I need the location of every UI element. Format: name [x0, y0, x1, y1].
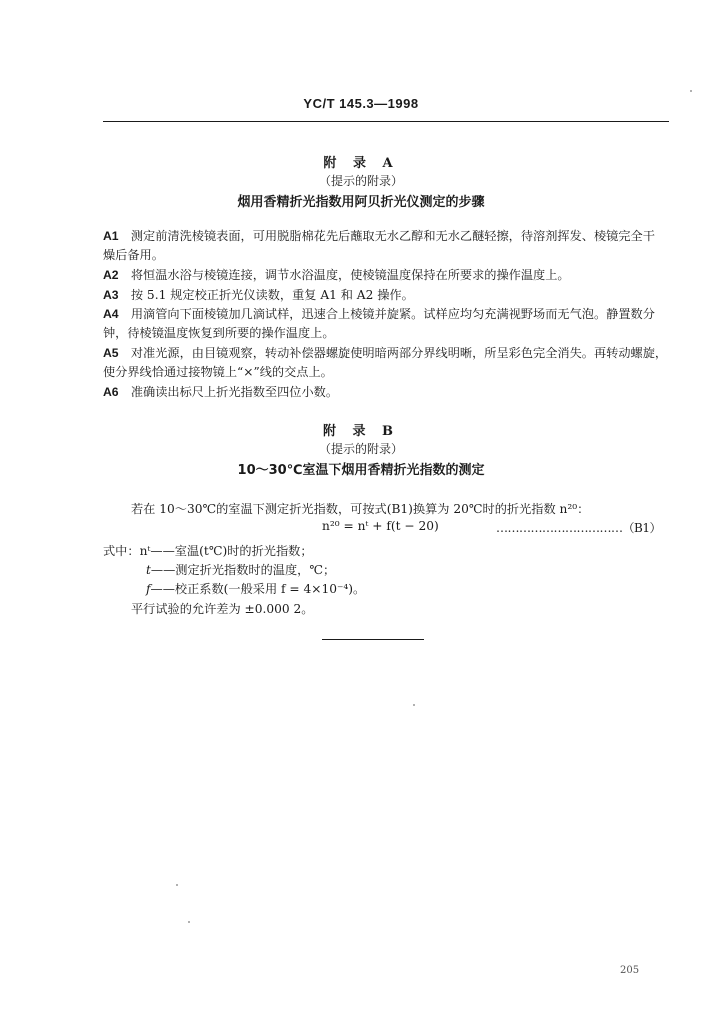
variable-symbol: t — [146, 563, 151, 577]
header-rule — [103, 121, 669, 122]
variable-desc: ——室温(t℃)时的折光指数； — [150, 544, 313, 558]
step-text: 将恒温水浴与棱镜连接，调节水浴温度，使棱镜温度保持在所要求的操作温度上。 — [130, 268, 570, 282]
step-code: A4 — [103, 307, 119, 321]
step-text: 按 5.1 规定校正折光仪读数，重复 A1 和 A2 操作。 — [130, 288, 414, 302]
variable-symbol: nᵗ — [139, 544, 151, 558]
step-text: 用滴管向下面棱镜加几滴试样，迅速合上棱镜并旋紧。试样应均匀充满视野场而无气泡。静置数分 — [130, 307, 655, 321]
appendix-b-note: （提示的附录） — [318, 442, 403, 456]
formula-intro: 若在 10～30℃的室温下测定折光指数，可按式(B1)换算为 20℃时的折光指数 n²⁰： — [131, 502, 590, 516]
step-a2 — [103, 265, 669, 286]
variable-desc: ——测定折光指数时的温度，℃； — [150, 563, 336, 577]
variable-f — [146, 580, 365, 597]
step-code: A1 — [103, 229, 119, 243]
tolerance-text: 平行试验的允许差为 ±0.000 2。 — [131, 602, 314, 616]
variable-desc: ——校正系数(一般采用 f = 4×10⁻⁴)。 — [150, 582, 366, 596]
where-label: 式中： — [103, 544, 140, 558]
step-a6 — [103, 382, 669, 403]
step-code: A6 — [103, 385, 119, 399]
step-a3 — [103, 285, 669, 306]
step-a5 — [103, 343, 669, 364]
scan-speck — [690, 90, 692, 92]
formula-b1: n²⁰ = nᵗ + f(t − 20) — [322, 519, 439, 533]
step-code: A2 — [103, 268, 119, 282]
step-a1-continuation: 燥后备用。 — [103, 248, 164, 262]
appendix-a-title: 附 录 A — [323, 156, 399, 171]
appendix-a-note: （提示的附录） — [318, 174, 403, 188]
scan-speck — [413, 704, 415, 706]
scan-speck — [188, 921, 190, 923]
variable-t — [146, 561, 335, 578]
end-rule — [322, 639, 424, 640]
step-code: A5 — [103, 346, 119, 360]
appendix-a-heading: 烟用香精折光指数用阿贝折光仪测定的步骤 — [237, 195, 485, 210]
formula-number: ……………………………（B1） — [496, 521, 661, 535]
step-a1 — [103, 226, 669, 247]
standard-code-header: YC/T 145.3—1998 — [303, 96, 419, 111]
step-text: 测定前清洗棱镜表面，可用脱脂棉花先后蘸取无水乙醇和无水乙醚轻擦，待溶剂挥发、棱镜完全干 — [130, 229, 655, 243]
variable-symbol: f — [146, 582, 151, 596]
appendix-b-title: 附 录 B — [322, 424, 400, 439]
variable-nt — [103, 542, 313, 559]
step-text: 准确读出标尺上折光指数至四位小数。 — [130, 385, 339, 399]
step-a5-continuation: 使分界线恰通过接物镜上“×”线的交点上。 — [103, 365, 333, 379]
scan-speck — [176, 884, 178, 886]
appendix-b-heading: 10～30℃室温下烟用香精折光指数的测定 — [237, 463, 485, 478]
step-a4-continuation: 钟，待棱镜温度恢复到所要的操作温度上。 — [103, 326, 335, 340]
page-number: 205 — [620, 965, 640, 976]
step-text: 对准光源，由目镜观察，转动补偿器螺旋使明暗两部分界线明晰，所呈彩色完全消失。再转动螺旋， — [130, 346, 668, 360]
step-a4 — [103, 304, 669, 325]
step-code: A3 — [103, 288, 119, 302]
